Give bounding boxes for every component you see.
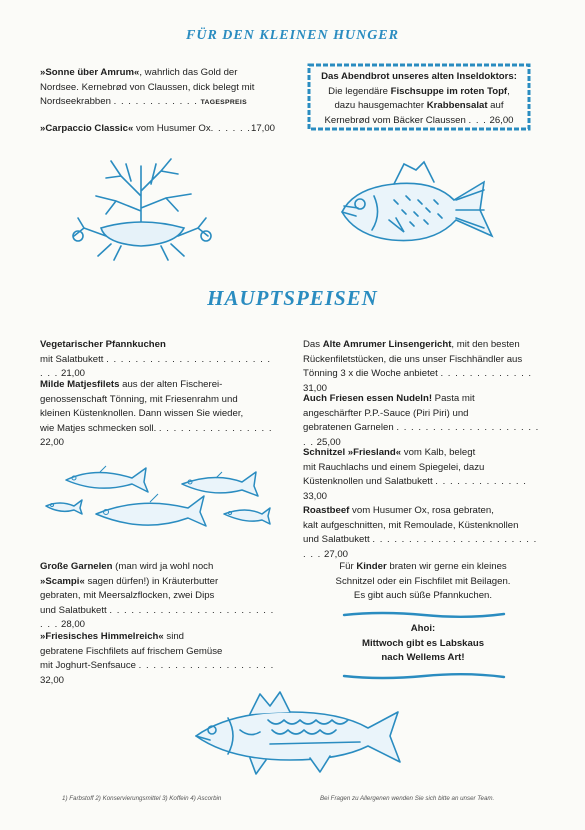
item-name: »Carpaccio Classic« [40,123,134,134]
box-highlight: Krabbensalat [426,100,488,112]
section-title-main-courses: HAUPTSPEISEN [207,286,378,310]
box-text: , [507,85,510,97]
dot-leader: . . . . . . . . . . . . . [435,476,527,488]
dot-leader: . . . . . . . . . . . . [113,96,198,108]
note-highlight: Kinder [356,561,387,572]
labskaus-note [303,622,543,666]
item-price: 27,00 [324,548,349,560]
item-price: 26,00 [489,114,514,126]
item-desc: kleinen Küstenknollen. Dann wissen Sie wieder, [40,408,244,420]
item-name: »Friesisches Himmelreich« [40,631,164,642]
menu-item-himmelreich [40,630,276,688]
note-text: Ahoi: [410,623,436,634]
item-desc: (man wird ja wohl noch [112,561,214,572]
fish-school-illustration [40,462,272,540]
box-text: dazu hausgemachter [334,100,427,112]
note-text: Für [339,561,357,572]
menu-item-linsengericht [303,338,543,396]
item-desc: Nordsee. Kernebrød von Claussen, dick belegt mit [40,81,255,93]
menu-item-roastbeef [303,504,543,562]
wave-line [342,670,506,682]
wave-line [342,609,506,621]
item-desc: Nordseekrabben [40,96,111,108]
item-desc: mit Rauchlachs und einem Spiegelei, dazu [303,461,485,473]
box-title: Das Abendbrot unseres alten Inseldoktors: [321,71,517,82]
item-name: Alte Amrumer Linsengericht [322,339,452,350]
item-desc: und Salatbukett [40,604,107,616]
menu-item-nudeln [303,392,543,450]
box-text: auf [487,100,504,112]
note-text: Es gibt auch süße Pfannkuchen. [353,590,493,602]
box-highlight: Fischsuppe im roten Topf [390,85,508,97]
box-text: Kernebrød vom Bäcker Claussen [324,114,466,126]
menu-item-sonne-ueber-amrum [40,66,290,111]
item-desc: vom Husumer Ox [133,123,211,134]
item-name: Große Garnelen [40,561,113,572]
item-desc: Küstenknollen und Salatbukett [303,476,433,488]
item-name: »Sonne über Amrum« [40,67,140,78]
dot-leader: . . . . . . . . . . . . . . . . . . . . . . . . . . [303,534,538,560]
item-desc: angeschärfter P.P.-Sauce (Piri Piri) und [303,407,469,419]
item-name: Roastbeef [303,505,350,516]
item-price: 31,00 [303,382,328,394]
item-desc: , mit den besten [451,339,520,350]
dot-leader: . . . . . . [210,123,251,134]
item-price: 33,00 [303,490,328,502]
item-price: 22,00 [40,437,65,449]
item-desc: gebraten, mit Meersalzflocken, zwei Dips [40,590,215,602]
dot-leader: . . . . . . . . . . . . . . . . . . . . . . . . . . [40,353,272,380]
item-desc: Rückenfiletstücken, die uns unser Fischhändler aus [303,353,523,365]
note-text: Schnitzel oder ein Fischfilet mit Beilagen. [335,575,511,587]
special-box-inseldoktor [306,62,532,132]
crab-illustration [66,156,216,266]
note-text: Mittwoch gibt es Labskaus [361,637,485,649]
item-desc: und Salatbukett [303,534,370,546]
menu-item-schnitzel [303,446,543,504]
item-name: Auch Friesen essen Nudeln! [303,393,433,404]
menu-item-carpaccio [40,122,290,137]
dot-leader: . . . . . . . . . . . . . . . . . . . . . . [303,422,540,448]
note-text: nach Wellems Art! [381,652,465,664]
dot-leader: . . . . . . . . . . . . . . . . . . . . . . . . . . [40,604,275,631]
item-desc: vom Husumer Ox, rosa gebraten, [349,505,494,516]
item-desc: kalt aufgeschnitten, mit Remoulade, Küstenknollen [303,519,519,531]
item-price: 17,00 [250,123,275,134]
fish-illustration [334,160,496,258]
item-desc: Pasta mit [432,393,475,404]
item-price: 32,00 [40,674,65,686]
item-desc: genossenschaft Tönning, mit Friesenrahm und [40,393,238,405]
dot-leader: . . . . . . . . . . . . . [440,368,533,380]
dot-leader: . . . . . . . . . . . . . . . . . . . [138,660,275,672]
item-name: Milde Matjesfilets [40,379,120,390]
item-desc: mit Salatbukett [40,353,104,365]
item-name: Vegetarischer Pfannkuchen [40,339,166,350]
footer-allergens: Bei Fragen zu Allergenen wenden Sie sich bitte an unser Team. [320,795,495,802]
item-desc: wie Matjes schmecken soll. [40,422,157,434]
item-desc: Das [303,339,323,350]
dot-leader: . . . . . . . . . . . . . . . . [158,422,273,434]
item-desc: mit Joghurt-Senfsauce [40,660,136,672]
menu-item-matjes [40,378,276,451]
menu-item-pfannkuchen [40,338,276,382]
note-text: braten wir gerne ein kleines [386,561,507,572]
item-price: 28,00 [61,619,86,631]
section-title-small-hunger: FÜR DEN KLEINEN HUNGER [186,28,399,43]
item-desc: sind [163,631,184,642]
dot-leader: . . . [468,114,487,126]
item-price: TAGESPREIS [200,99,247,107]
item-desc: vom Kalb, belegt [401,447,476,458]
footer-additives: 1) Farbstoff 2) Konservierungsmittel 3) Koffein 4) Ascorbin [62,795,222,802]
item-highlight: »Scampi« [40,575,85,587]
item-desc: gebratene Fischfilets auf frischem Gemüse [40,645,223,657]
item-price: 21,00 [61,368,86,380]
item-desc: sagen dürfen!) in Kräuterbutter [84,575,219,587]
item-desc: aus der alten Fischerei- [119,379,223,390]
item-desc: gebratenen Garnelen [303,422,394,434]
mackerel-illustration [190,688,408,780]
menu-item-garnelen [40,560,276,633]
item-name: Schnitzel »Friesland« [303,447,402,458]
item-desc: Tönning 3 x die Woche anbietet [303,368,438,380]
box-text: Die legendäre [328,85,391,97]
kids-note [303,560,543,604]
item-price: 25,00 [316,436,341,448]
item-desc: , wahrlich das Gold der [139,67,238,78]
